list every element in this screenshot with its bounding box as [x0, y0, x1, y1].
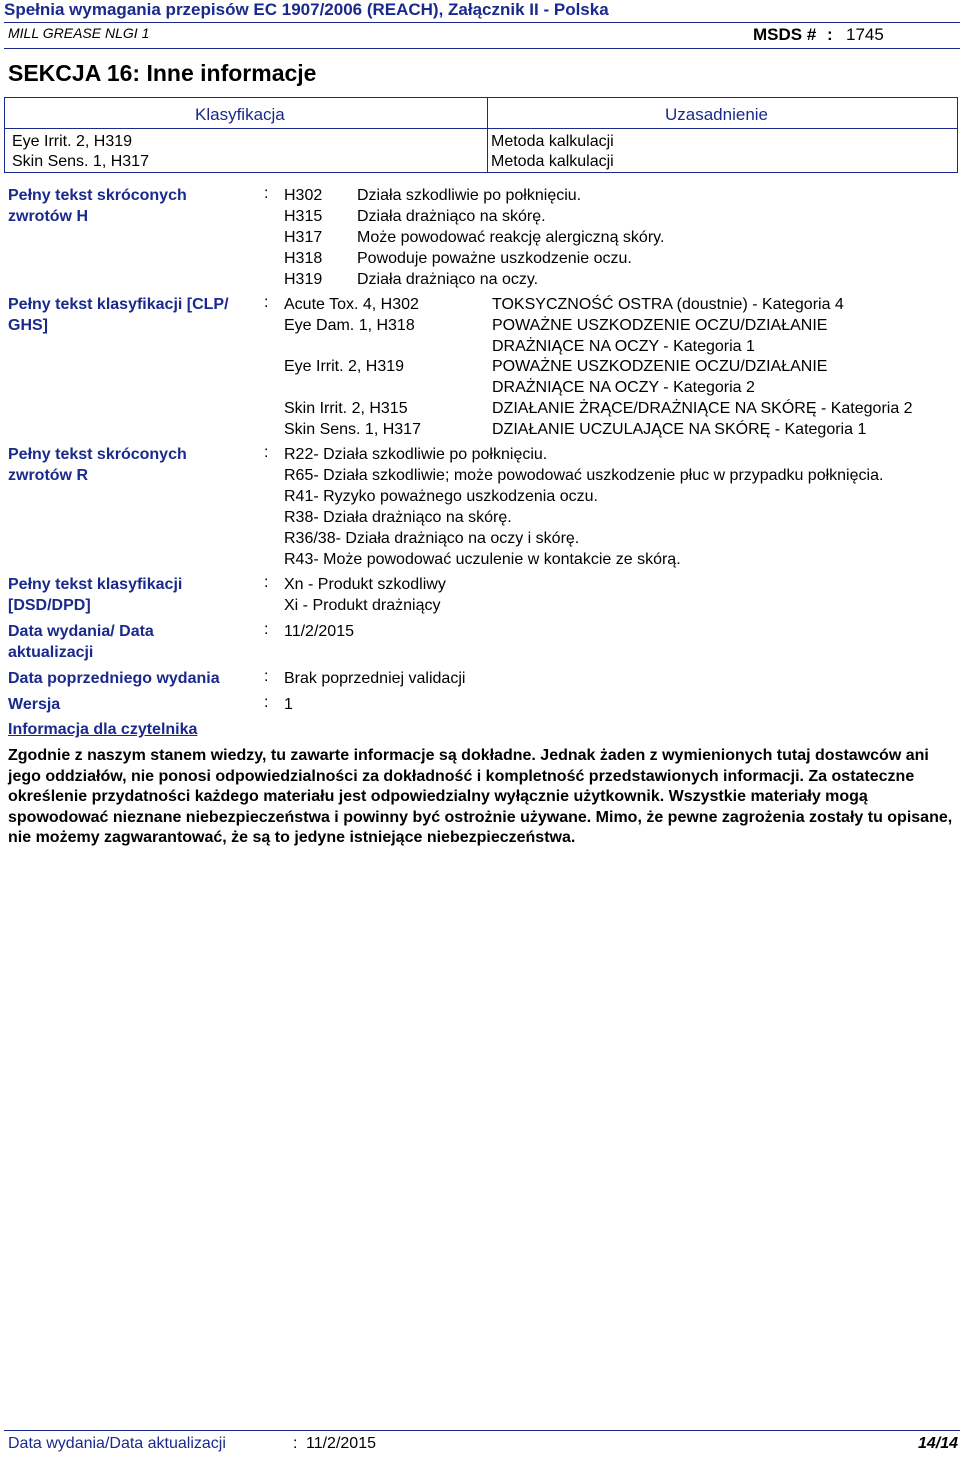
footer-colon: : [293, 1435, 298, 1452]
r-phrase: R65- Działa szkodliwie; może powodować uszkodzenie płuc w przypadku połknięcia. [284, 467, 884, 484]
issue-date-colon: : [264, 621, 269, 638]
table-header-classification: Klasyfikacja [195, 105, 285, 124]
table-header-divider [5, 128, 957, 129]
h-text: Działa drażniąco na oczy. [357, 271, 539, 288]
section-title: SEKCJA 16: Inne informacje [8, 60, 317, 86]
header-divider-bottom [4, 48, 960, 49]
h-code: H319 [284, 271, 323, 288]
h-code: H302 [284, 187, 323, 204]
msds-number: 1745 [846, 25, 884, 44]
clp-code: Eye Dam. 1, H318 [284, 317, 415, 334]
product-name: MILL GREASE NLGI 1 [8, 25, 150, 41]
clp-text-cont: DRAŻNIĄCE NA OCZY - Kategoria 2 [492, 379, 755, 396]
h-text: Działa szkodliwie po połknięciu. [357, 187, 582, 204]
clp-text: POWAŻNE USZKODZENIE OCZU/DZIAŁANIE [492, 358, 828, 375]
clp-text: DZIAŁANIE UCZULAJĄCE NA SKÓRĘ - Kategoria 1 [492, 421, 867, 438]
table-cell-justification: Metoda kalkulacji [491, 133, 614, 150]
table-column-divider [487, 98, 488, 172]
r-phrases-colon: : [264, 444, 269, 461]
r-phrase: R22- Działa szkodliwie po połknięciu. [284, 446, 548, 463]
h-text: Może powodować reakcję alergiczną skóry. [357, 229, 665, 246]
msds-label: MSDS # [753, 25, 817, 44]
h-code: H315 [284, 208, 323, 225]
table-cell-justification: Metoda kalkulacji [491, 153, 614, 170]
clp-code: Eye Irrit. 2, H319 [284, 358, 405, 375]
page-number: 14/14 [917, 1435, 958, 1452]
clp-code: Acute Tox. 4, H302 [284, 296, 419, 313]
h-phrases-colon: : [264, 185, 269, 202]
r-phrase: R41- Ryzyko poważnego uszkodzenia oczu. [284, 488, 598, 505]
previous-issue-label: Data poprzedniego wydania [8, 670, 220, 687]
h-text: Działa drażniąco na skórę. [357, 208, 546, 225]
clp-text: POWAŻNE USZKODZENIE OCZU/DZIAŁANIE [492, 317, 828, 334]
table-cell-classification: Eye Irrit. 2, H319 [12, 133, 133, 150]
h-text: Powoduje poważne uszkodzenie oczu. [357, 250, 632, 267]
r-phrase: R43- Może powodować uczulenie w kontakcie ze skórą. [284, 551, 681, 568]
classification-table [4, 97, 958, 173]
clp-colon: : [264, 294, 269, 311]
document-header-title: Spełnia wymagania przepisów EC 1907/2006 (REACH), Załącznik II - Polska [4, 0, 609, 19]
clp-text-cont: DRAŻNIĄCE NA OCZY - Kategoria 1 [492, 338, 755, 355]
version-colon: : [264, 694, 269, 711]
clp-text: DZIAŁANIE ŻRĄCE/DRAŻNIĄCE NA SKÓRĘ - Kategoria 2 [492, 400, 913, 417]
previous-issue-value: Brak poprzedniej validacji [284, 670, 466, 687]
table-cell-classification: Skin Sens. 1, H317 [12, 153, 149, 170]
h-code: H317 [284, 229, 323, 246]
table-header-justification: Uzasadnienie [665, 105, 769, 124]
clp-code: Skin Sens. 1, H317 [284, 421, 421, 438]
clp-code: Skin Irrit. 2, H315 [284, 400, 408, 417]
issue-date-label-cont: aktualizacji [8, 644, 94, 661]
r-phrase: R38- Działa drażniąco na skórę. [284, 509, 512, 526]
dsd-item: Xn - Produkt szkodliwy [284, 576, 446, 593]
version-label: Wersja [8, 696, 61, 713]
reader-info-heading: Informacja dla czytelnika [8, 721, 198, 738]
r-phrase: R36/38- Działa drażniąco na oczy i skórę. [284, 530, 580, 547]
dsd-colon: : [264, 574, 269, 591]
h-phrases-label-cont: zwrotów H [8, 208, 88, 225]
clp-label: Pełny tekst klasyfikacji [CLP/ [8, 296, 229, 313]
dsd-label: Pełny tekst klasyfikacji [8, 576, 183, 593]
h-phrases-label: Pełny tekst skróconych [8, 187, 187, 204]
header-divider [4, 22, 960, 23]
disclaimer-text: Zgodnie z naszym stanem wiedzy, tu zawarte informacje są dokładne. Jednak żaden z wymienionych tutaj dostawców ani jego oddziałów, nie ponosi odpowiedzialności za dokładność i kompletność przedstawionych informacji. Za ostateczne określenie przydatności każdego materiału jest odpowiedzialny wyłącznie użytkownik. Wszystkie materiały mogą spowodować nieznane niebezpieczeństwa i powinny być ostrożnie używane. Mimo, że pewne zagrożenia zostały tu opisane, nie możemy zagwarantować, że są to jedyne istniejące niebezpieczeństwa. [8, 747, 953, 846]
previous-issue-colon: : [264, 668, 269, 685]
r-phrases-label-cont: zwrotów R [8, 467, 88, 484]
dsd-label-cont: [DSD/DPD] [8, 597, 91, 614]
issue-date-value: 11/2/2015 [284, 623, 354, 640]
footer-date-label: Data wydania/Data aktualizacji [8, 1435, 226, 1452]
footer-date-value: 11/2/2015 [306, 1435, 376, 1452]
dsd-item: Xi - Produkt drażniący [284, 597, 441, 614]
msds-separator: : [827, 25, 833, 44]
footer-divider [4, 1430, 960, 1431]
clp-label-cont: GHS] [8, 317, 48, 334]
version-value: 1 [284, 696, 293, 713]
issue-date-label: Data wydania/ Data [8, 623, 154, 640]
clp-text: TOKSYCZNOŚĆ OSTRA (doustnie) - Kategoria 4 [492, 296, 844, 313]
r-phrases-label: Pełny tekst skróconych [8, 446, 187, 463]
h-code: H318 [284, 250, 323, 267]
